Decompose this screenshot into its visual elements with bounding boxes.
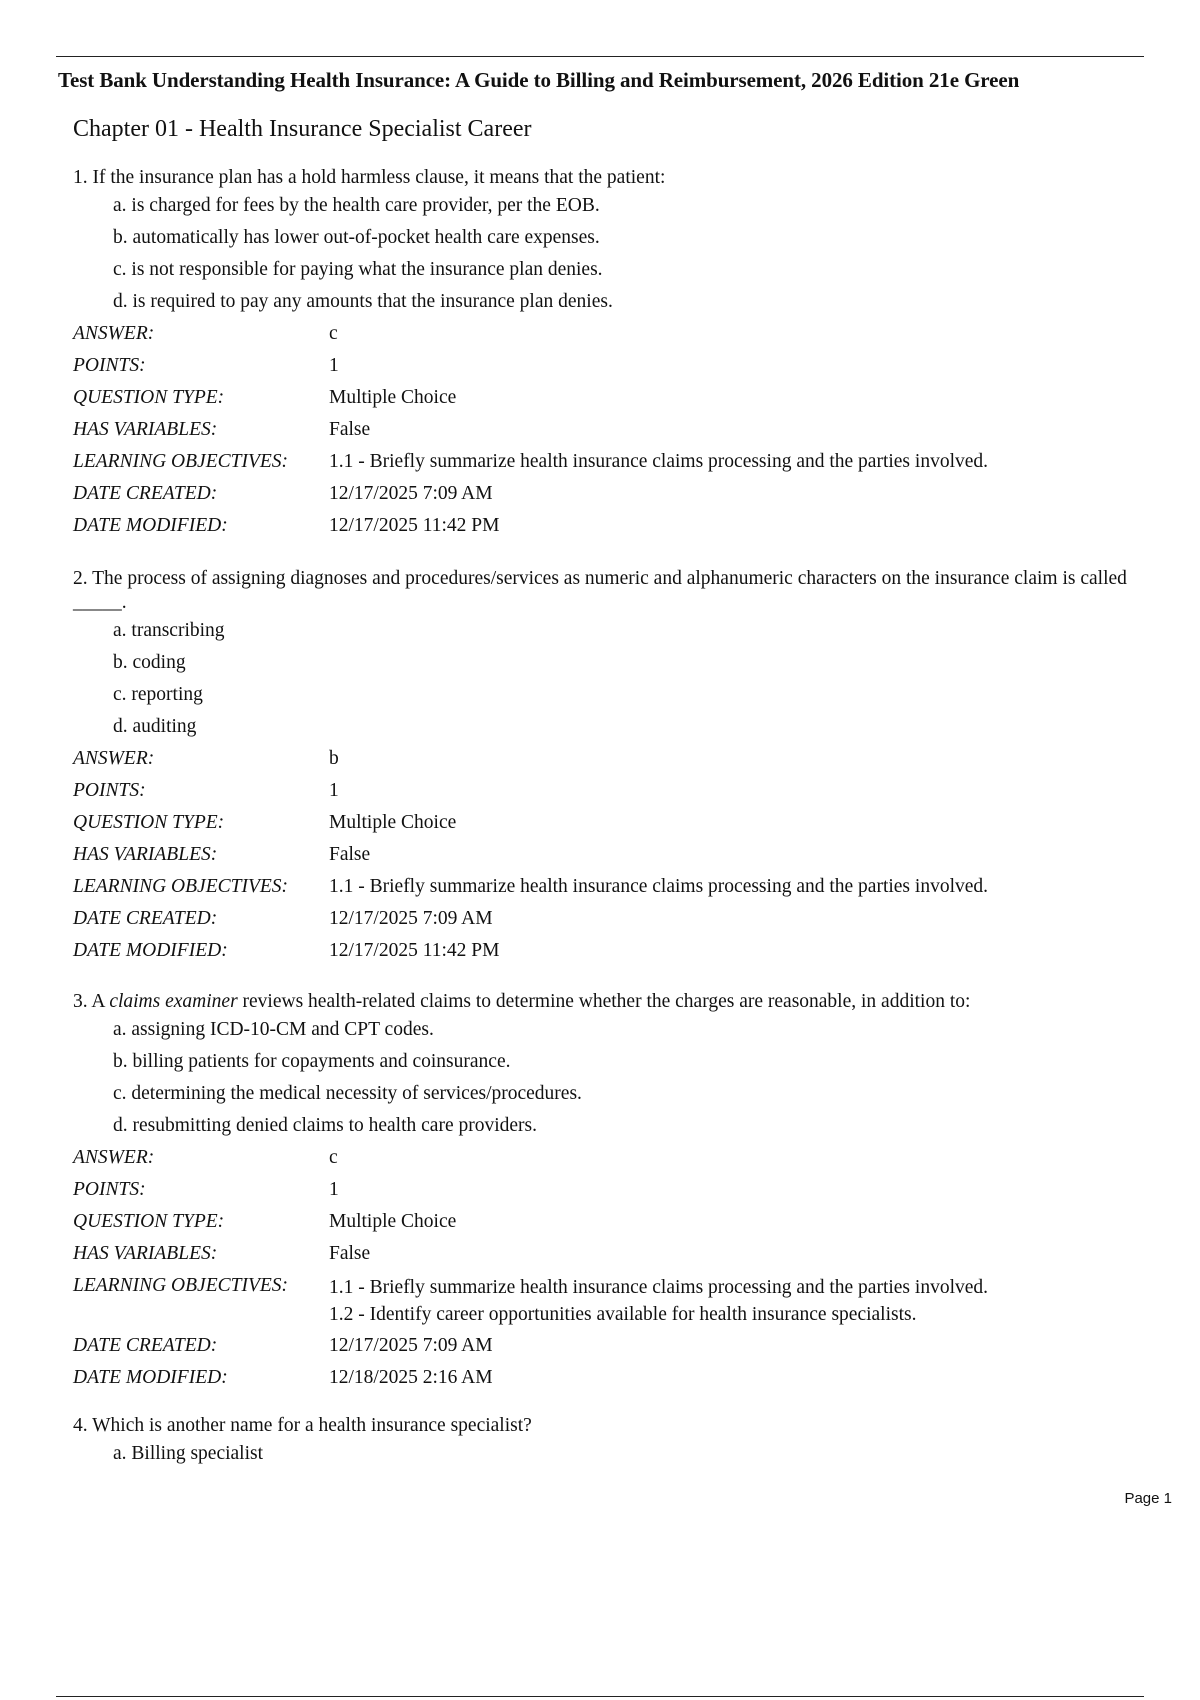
points-value: 1 <box>329 780 339 801</box>
has-variables-label: HAS VARIABLES: <box>73 844 218 865</box>
question-stem <box>73 990 1143 1014</box>
question-4 <box>73 1414 1143 1470</box>
answer-row <box>73 1142 1143 1174</box>
question-type-value: Multiple Choice <box>329 1211 457 1232</box>
date-created-label: DATE CREATED: <box>73 483 218 504</box>
document-title: Test Bank Understanding Health Insurance: A Guide to Billing and Reimbursement, 2026 Edition 21e Green <box>58 68 1020 92</box>
option-b: b. automatically has lower out-of-pocket health care expenses. <box>113 227 600 248</box>
points-row <box>73 775 1143 807</box>
answer-row <box>73 743 1143 775</box>
question-type-row <box>73 807 1143 839</box>
date-modified-value: 12/17/2025 11:42 PM <box>329 515 500 536</box>
question-stem: 2. The process of assigning diagnoses and procedures/services as numeric and alphanumeric characters on the insurance claim is called _____. <box>73 568 1127 613</box>
learning-objective: 1.1 - Briefly summarize health insurance claims processing and the parties involved. <box>329 451 989 472</box>
question-type-label: QUESTION TYPE: <box>73 812 225 833</box>
date-created-row <box>73 903 1143 935</box>
has-variables-value: False <box>329 844 371 865</box>
has-variables-row <box>73 839 1143 871</box>
question-type-value: Multiple Choice <box>329 387 457 408</box>
date-created-value: 12/17/2025 7:09 AM <box>329 483 493 504</box>
question-type-value: Multiple Choice <box>329 812 457 833</box>
option-c: c. determining the medical necessity of services/procedures. <box>113 1083 582 1104</box>
points-label: POINTS: <box>73 355 146 376</box>
option-b: b. coding <box>113 652 186 673</box>
date-created-value: 12/17/2025 7:09 AM <box>329 1335 493 1356</box>
question-1 <box>73 166 1143 542</box>
question-stem: 1. If the insurance plan has a hold harmless clause, it means that the patient: <box>73 167 666 188</box>
top-rule <box>56 56 1144 57</box>
answer-label: ANSWER: <box>73 323 155 344</box>
has-variables-value: False <box>329 1243 371 1264</box>
date-modified-row <box>73 1362 1143 1394</box>
question-3 <box>73 990 1143 1394</box>
learning-objectives-row <box>73 871 1143 903</box>
option-a: a. is charged for fees by the health care provider, per the EOB. <box>113 195 600 216</box>
stem-emphasis: claims examiner <box>109 991 238 1012</box>
points-label: POINTS: <box>73 1179 146 1200</box>
answer-options <box>113 615 1143 743</box>
learning-objectives-row <box>73 446 1143 478</box>
question-2 <box>73 567 1143 967</box>
option-c: c. is not responsible for paying what the insurance plan denies. <box>113 259 603 280</box>
option-b: b. billing patients for copayments and coinsurance. <box>113 1051 511 1072</box>
answer-value: c <box>329 323 338 344</box>
answer-label: ANSWER: <box>73 1147 155 1168</box>
has-variables-value: False <box>329 419 371 440</box>
learning-objective: 1.2 - Identify career opportunities available for health insurance specialists. <box>329 1304 917 1325</box>
question-type-row <box>73 382 1143 414</box>
date-modified-row <box>73 510 1143 542</box>
learning-objectives-row <box>73 1270 1143 1330</box>
has-variables-row <box>73 414 1143 446</box>
bottom-rule <box>56 1696 1144 1697</box>
learning-objective: 1.1 - Briefly summarize health insurance claims processing and the parties involved. <box>329 876 989 897</box>
option-c: c. reporting <box>113 684 203 705</box>
answer-value: b <box>329 748 339 769</box>
option-d: d. resubmitting denied claims to health care providers. <box>113 1115 538 1136</box>
points-label: POINTS: <box>73 780 146 801</box>
answer-label: ANSWER: <box>73 748 155 769</box>
stem-prefix: 3. A <box>73 991 110 1012</box>
points-row <box>73 1174 1143 1206</box>
answer-options <box>113 1438 1143 1470</box>
stem-suffix: reviews health-related claims to determine whether the charges are reasonable, in addition to: <box>237 991 971 1012</box>
learning-objective: 1.1 - Briefly summarize health insurance claims processing and the parties involved. <box>329 1277 989 1298</box>
learning-objectives-label: LEARNING OBJECTIVES: <box>73 876 289 897</box>
option-a: a. assigning ICD-10-CM and CPT codes. <box>113 1019 434 1040</box>
date-modified-label: DATE MODIFIED: <box>73 940 228 961</box>
date-modified-row <box>73 935 1143 967</box>
date-modified-label: DATE MODIFIED: <box>73 515 228 536</box>
question-stem: 4. Which is another name for a health insurance specialist? <box>73 1415 532 1436</box>
learning-objectives-label: LEARNING OBJECTIVES: <box>73 1275 289 1296</box>
chapter-heading: Chapter 01 - Health Insurance Specialist Career <box>73 116 532 142</box>
has-variables-label: HAS VARIABLES: <box>73 419 218 440</box>
option-a: a. transcribing <box>113 620 225 641</box>
date-modified-label: DATE MODIFIED: <box>73 1367 228 1388</box>
learning-objectives-values <box>329 1274 1143 1328</box>
date-created-row <box>73 478 1143 510</box>
points-row <box>73 350 1143 382</box>
answer-row <box>73 318 1143 350</box>
answer-options <box>113 190 1143 318</box>
option-a: a. Billing specialist <box>113 1443 264 1464</box>
date-created-value: 12/17/2025 7:09 AM <box>329 908 493 929</box>
question-type-label: QUESTION TYPE: <box>73 1211 225 1232</box>
date-created-row <box>73 1330 1143 1362</box>
date-created-label: DATE CREATED: <box>73 1335 218 1356</box>
points-value: 1 <box>329 1179 339 1200</box>
question-type-label: QUESTION TYPE: <box>73 387 225 408</box>
learning-objectives-label: LEARNING OBJECTIVES: <box>73 451 289 472</box>
answer-value: c <box>329 1147 338 1168</box>
date-created-label: DATE CREATED: <box>73 908 218 929</box>
option-d: d. is required to pay any amounts that the insurance plan denies. <box>113 291 613 312</box>
has-variables-row <box>73 1238 1143 1270</box>
question-type-row <box>73 1206 1143 1238</box>
page-number: Page 1 <box>1124 1490 1172 1507</box>
has-variables-label: HAS VARIABLES: <box>73 1243 218 1264</box>
option-d: d. auditing <box>113 716 197 737</box>
answer-options <box>113 1014 1143 1142</box>
date-modified-value: 12/18/2025 2:16 AM <box>329 1367 493 1388</box>
points-value: 1 <box>329 355 339 376</box>
date-modified-value: 12/17/2025 11:42 PM <box>329 940 500 961</box>
